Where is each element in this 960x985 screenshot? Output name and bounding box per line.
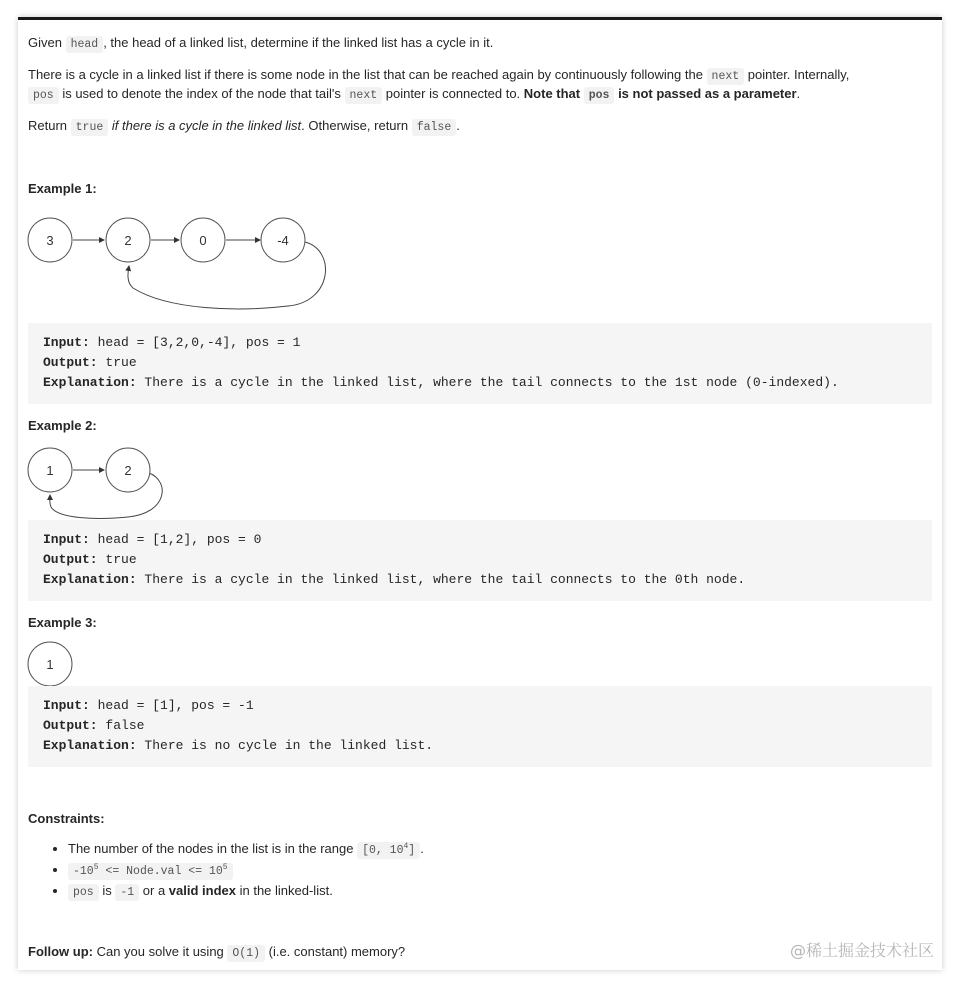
example-1-diagram — [18, 210, 338, 318]
example-2-code: Input: head = [1,2], pos = 0 Output: true Explanation: There is a cycle in the linked list, where the tail connects to the 0th node. — [28, 520, 932, 601]
intro-paragraph-1: Given head , the head of a linked list, determine if the linked list has a cycle in it. — [28, 35, 494, 51]
list-item: • $-10^5$ <= Node.val <= $10^5$ — [68, 860, 424, 881]
inline-code: pos — [28, 87, 59, 104]
intro-paragraph-2-line-2: pos is used to denote the index of the node that tail's next pointer is connected to. Note that pos is not passed as a parameter. — [28, 84, 800, 105]
node-value: 2 — [124, 463, 132, 478]
follow-up: Follow up: Can you solve it using O(1) (i.e. constant) memory? — [28, 944, 406, 960]
intro-paragraph-3: Return true if there is a cycle in the linked list. Otherwise, return false . — [28, 118, 460, 134]
inline-code: pos — [584, 87, 615, 104]
list-item: • The number of the nodes in the list is in the range [0, $10^4$] . — [68, 839, 424, 860]
inline-code: head — [66, 36, 104, 53]
node-value: 0 — [199, 233, 207, 248]
inline-code: true — [71, 119, 109, 136]
inline-code: next — [707, 68, 745, 85]
node-value: 3 — [46, 233, 54, 248]
problem-card — [18, 17, 942, 970]
example-1-title: Example 1: — [28, 181, 97, 196]
node-value: -4 — [277, 233, 289, 248]
example-2-title: Example 2: — [28, 418, 97, 433]
constraints-list — [28, 839, 424, 902]
example-3-code: Input: head = [1], pos = -1 Output: false Explanation: There is no cycle in the linked list. — [28, 686, 932, 767]
example-3-title: Example 3: — [28, 615, 97, 630]
node-value: 1 — [46, 463, 54, 478]
example-1-code: Input: head = [3,2,0,-4], pos = 1 Output: true Explanation: There is a cycle in the linked list, where the tail connects to the 1st node (0-indexed). — [28, 323, 932, 404]
intro-paragraph-2-line-1: There is a cycle in a linked list if there is some node in the list that can be reached again by continuously following the next pointer. Internally, — [28, 67, 850, 83]
example-2-diagram — [18, 445, 198, 523]
inline-code: false — [412, 119, 457, 136]
example-3-diagram — [18, 640, 88, 690]
inline-code: next — [345, 87, 383, 104]
constraints-title: Constraints: — [28, 811, 105, 826]
node-value: 1 — [46, 657, 54, 672]
watermark: @稀土掘金技术社区 — [789, 941, 934, 960]
node-value: 2 — [124, 233, 132, 248]
list-item: • pos is -1 or a valid index in the linked-list. — [68, 881, 424, 902]
inline-code: O(1) — [227, 945, 265, 962]
